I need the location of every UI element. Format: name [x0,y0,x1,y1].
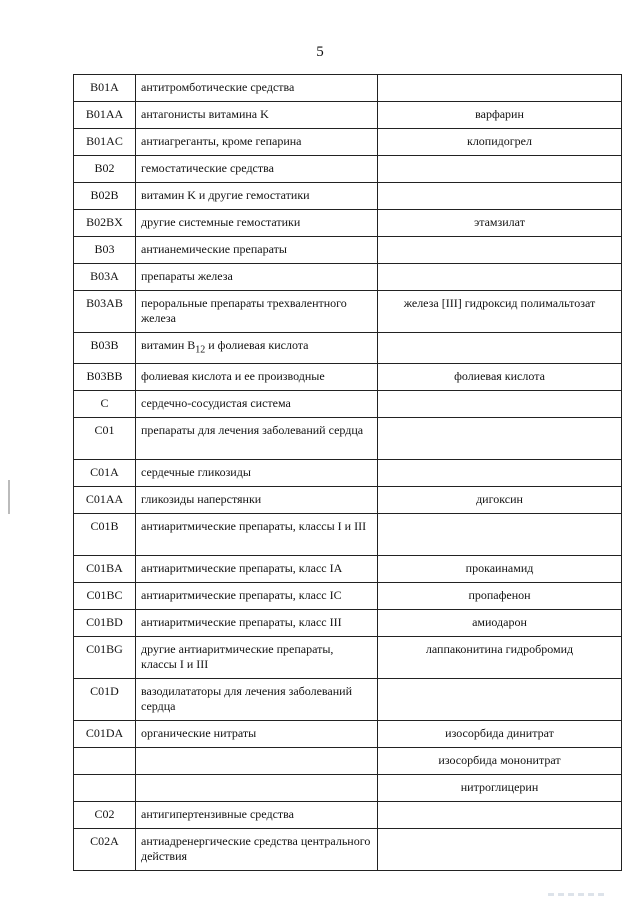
table-row [74,237,622,264]
table-row [74,802,622,829]
drug-name-cell: лаппаконитина гидробромид [378,637,622,679]
table-row [74,460,622,487]
group-name-text: витамин B [141,338,196,352]
atc-code-cell: C01D [74,679,136,721]
group-name-cell: сердечные гликозиды [136,460,378,487]
atc-code-cell: C01BD [74,610,136,637]
atc-code-cell: B03 [74,237,136,264]
group-name-cell [136,333,378,364]
group-name-cell: сердечно-сосудистая система [136,391,378,418]
atc-code-cell [74,748,136,775]
atc-code-cell: C01B [74,514,136,556]
table-row [74,748,622,775]
drug-name-cell [378,237,622,264]
table-row [74,391,622,418]
drug-name-cell [378,264,622,291]
group-name-cell: антагонисты витамина K [136,102,378,129]
table-row [74,156,622,183]
table-row [74,102,622,129]
atc-code-cell: B01AA [74,102,136,129]
atc-code-cell: C02A [74,829,136,871]
atc-code-cell: B02B [74,183,136,210]
atc-code-cell: B03B [74,333,136,364]
drug-name-cell: нитроглицерин [378,775,622,802]
atc-code-cell: B02BX [74,210,136,237]
page-number: 5 [316,44,324,60]
group-name-cell: препараты железа [136,264,378,291]
table-row [74,129,622,156]
drug-name-cell [378,418,622,460]
drug-name-cell: пропафенон [378,583,622,610]
table-row [74,264,622,291]
scan-artifact [8,480,10,514]
atc-code-cell: B03A [74,264,136,291]
atc-code-cell: C01AA [74,487,136,514]
group-name-cell: антитромботические средства [136,75,378,102]
group-name-cell: антиаритмические препараты, класс IC [136,583,378,610]
table-row [74,721,622,748]
table-row [74,333,622,364]
drug-name-cell: фолиевая кислота [378,364,622,391]
table-row [74,210,622,237]
table-row [74,775,622,802]
atc-code-cell: B03BB [74,364,136,391]
atc-code-cell: B01AC [74,129,136,156]
table-body [74,75,622,871]
atc-code-cell: C01BC [74,583,136,610]
group-name-cell: фолиевая кислота и ее производные [136,364,378,391]
atc-code-cell [74,775,136,802]
group-name-cell: органические нитраты [136,721,378,748]
drug-name-cell: изосорбида динитрат [378,721,622,748]
table-row [74,556,622,583]
table-row [74,637,622,679]
drug-name-cell: железа [III] гидроксид полимальтозат [378,291,622,333]
table-row [74,364,622,391]
atc-code-cell: B03AB [74,291,136,333]
table-row [74,583,622,610]
group-name-cell: антигипертензивные средства [136,802,378,829]
table-row [74,75,622,102]
scan-artifact-dots [548,893,608,896]
drug-name-cell [378,391,622,418]
group-name-cell: пероральные препараты трехвалентного железа [136,291,378,333]
atc-code-cell: C [74,391,136,418]
atc-code-cell: C01BA [74,556,136,583]
group-name-cell [136,748,378,775]
atc-drug-table [73,74,622,871]
drug-name-cell [378,679,622,721]
drug-name-cell [378,333,622,364]
table-row [74,679,622,721]
drug-name-cell: амиодарон [378,610,622,637]
atc-code-cell: C01 [74,418,136,460]
group-name-cell: витамин K и другие гемостатики [136,183,378,210]
group-name-cell: другие системные гемостатики [136,210,378,237]
drug-name-cell: изосорбида мононитрат [378,748,622,775]
atc-code-cell: C01BG [74,637,136,679]
atc-code-cell: C01A [74,460,136,487]
table-row [74,291,622,333]
drug-name-cell: прокаинамид [378,556,622,583]
group-name-text-tail: и фолиевая кислота [205,338,309,352]
table-row [74,418,622,460]
atc-code-cell: B01A [74,75,136,102]
drug-name-cell [378,156,622,183]
drug-name-cell [378,460,622,487]
atc-code-cell: B02 [74,156,136,183]
group-name-cell: препараты для лечения заболеваний сердца [136,418,378,460]
group-name-cell: антианемические препараты [136,237,378,264]
group-name-cell: вазодилататоры для лечения заболеваний сердца [136,679,378,721]
drug-name-cell [378,183,622,210]
atc-code-cell: C01DA [74,721,136,748]
drug-name-cell [378,829,622,871]
group-name-cell: антиаритмические препараты, класс III [136,610,378,637]
drug-name-cell [378,802,622,829]
table-row [74,610,622,637]
group-name-cell: гликозиды наперстянки [136,487,378,514]
drug-name-cell: этамзилат [378,210,622,237]
group-name-cell: антиагреганты, кроме гепарина [136,129,378,156]
group-name-cell: гемостатические средства [136,156,378,183]
table-row [74,487,622,514]
drug-name-cell: дигоксин [378,487,622,514]
group-name-cell: антиаритмические препараты, классы I и III [136,514,378,556]
drug-name-cell: клопидогрел [378,129,622,156]
table-row [74,829,622,871]
drug-name-cell [378,514,622,556]
group-name-cell: антиадренергические средства центрального действия [136,829,378,871]
group-name-subscript: 12 [195,344,206,356]
drug-name-cell [378,75,622,102]
group-name-cell [136,775,378,802]
atc-code-cell: C02 [74,802,136,829]
group-name-cell: антиаритмические препараты, класс IA [136,556,378,583]
group-name-cell: другие антиаритмические препараты, классы I и III [136,637,378,679]
drug-name-cell: варфарин [378,102,622,129]
table-row [74,183,622,210]
table-row [74,514,622,556]
